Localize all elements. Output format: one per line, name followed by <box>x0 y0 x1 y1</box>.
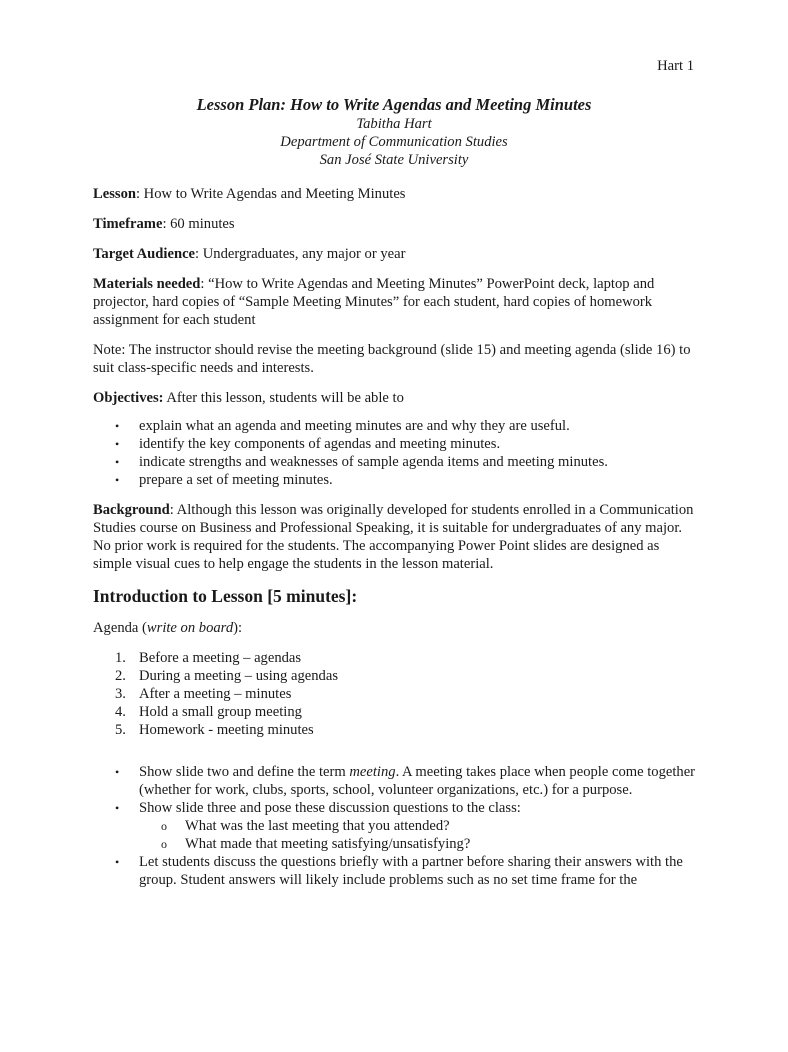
list-item <box>93 799 698 853</box>
question-text: What made that meeting satisfying/unsatisfying? <box>185 836 471 852</box>
lesson-value: : How to Write Agendas and Meeting Minutes <box>135 186 406 202</box>
discussion-questions <box>139 817 698 853</box>
agenda-intro <box>93 619 698 637</box>
list-item <box>93 453 698 471</box>
activity-term: meeting <box>349 764 396 780</box>
audience-field <box>93 245 698 263</box>
list-number: 1. <box>115 650 126 666</box>
list-item <box>93 703 698 721</box>
list-number: 3. <box>115 686 126 702</box>
agenda-prefix: Agenda ( <box>93 620 147 636</box>
agenda-item-text: Before a meeting – agendas <box>139 650 302 666</box>
activity-list <box>93 763 698 889</box>
title-block <box>0 95 788 169</box>
agenda-italic: write on board <box>146 620 234 636</box>
audience-value: : Undergraduates, any major or year <box>195 246 406 262</box>
author-name: Tabitha Hart <box>356 116 432 132</box>
sub-bullet-icon: o <box>161 837 167 851</box>
lesson-field <box>93 185 698 203</box>
objective-text: indicate strengths and weaknesses of sample agenda items and meeting minutes. <box>139 454 608 470</box>
objectives-list <box>93 417 698 489</box>
section-heading: Introduction to Lesson [5 minutes]: <box>93 586 358 606</box>
list-item <box>93 721 698 739</box>
list-item <box>93 435 698 453</box>
bullet-icon: • <box>115 765 120 779</box>
background-text: : Although this lesson was originally developed for students enrolled in a Communication Studies course on Business and Professional Speaking, it is suitable for undergraduates of any major. No prior work is required for the students. The accompanying Power Point slides are designed as simple visual cues to help engage the students in the lesson material. <box>93 502 694 572</box>
activity-text: Show slide three and pose these discussion questions to the class: <box>139 800 521 816</box>
timeframe-value: : 60 minutes <box>162 216 235 232</box>
objectives-intro <box>93 389 698 407</box>
list-item <box>93 853 698 889</box>
lesson-label: Lesson <box>93 186 136 202</box>
instructor-note: Note: The instructor should revise the meeting background (slide 15) and meeting agenda (slide 16) to suit class-specific needs and interests. <box>93 342 691 376</box>
page-header-label: Hart 1 <box>657 58 694 74</box>
background-label: Background <box>93 502 170 518</box>
document-title: Lesson Plan: How to Write Agendas and Meeting Minutes <box>196 95 592 114</box>
timeframe-field <box>93 215 698 233</box>
objective-text: identify the key components of agendas and meeting minutes. <box>139 436 501 452</box>
bullet-icon: • <box>115 437 120 451</box>
list-number: 4. <box>115 704 126 720</box>
list-item <box>93 763 698 799</box>
bullet-icon: • <box>115 455 120 469</box>
bullet-icon: • <box>115 801 120 815</box>
objectives-intro-text: After this lesson, students will be able to <box>163 390 404 406</box>
background-paragraph <box>93 501 698 573</box>
objective-text: explain what an agenda and meeting minutes are and why they are useful. <box>139 418 570 434</box>
activity-text-post: . A meeting takes place when people come together (whether for work, clubs, sports, school, volunteer organizations, etc.) for a purpose. <box>139 764 696 798</box>
activity-text-pre: Show slide two and define the term <box>139 764 350 780</box>
agenda-list <box>93 649 698 739</box>
agenda-item-text: Homework - meeting minutes <box>139 722 314 738</box>
list-item <box>93 685 698 703</box>
list-item <box>93 417 698 435</box>
audience-label: Target Audience <box>93 246 196 262</box>
question-text: What was the last meeting that you attended? <box>185 818 450 834</box>
university-name: San José State University <box>319 152 469 168</box>
list-number: 5. <box>115 722 126 738</box>
agenda-item-text: During a meeting – using agendas <box>139 668 338 684</box>
list-item <box>93 471 698 489</box>
agenda-item-text: After a meeting – minutes <box>139 686 292 702</box>
department-name: Department of Communication Studies <box>280 134 508 150</box>
agenda-item-text: Hold a small group meeting <box>139 704 302 720</box>
bullet-icon: • <box>115 473 120 487</box>
objectives-label: Objectives: <box>93 390 164 406</box>
document-body <box>93 185 698 901</box>
bullet-icon: • <box>115 419 120 433</box>
list-item <box>93 649 698 667</box>
bullet-icon: • <box>115 855 120 869</box>
objective-text: prepare a set of meeting minutes. <box>139 472 333 488</box>
list-item <box>139 817 698 835</box>
list-item <box>93 667 698 685</box>
materials-value: : “How to Write Agendas and Meeting Minutes” PowerPoint deck, laptop and projector, hard copies of “Sample Meeting Minutes” for each student, hard copies of homework assignment for each student <box>93 276 655 328</box>
sub-bullet-icon: o <box>161 819 167 833</box>
activity-text: Let students discuss the questions briefly with a partner before sharing their answers with the group. Student answers will likely include problems such as no set time frame for the <box>139 854 683 888</box>
list-item <box>139 835 698 853</box>
list-number: 2. <box>115 668 126 684</box>
materials-field <box>93 275 698 329</box>
materials-label: Materials needed <box>93 276 201 292</box>
timeframe-label: Timeframe <box>93 216 163 232</box>
agenda-suffix: ): <box>233 620 243 636</box>
